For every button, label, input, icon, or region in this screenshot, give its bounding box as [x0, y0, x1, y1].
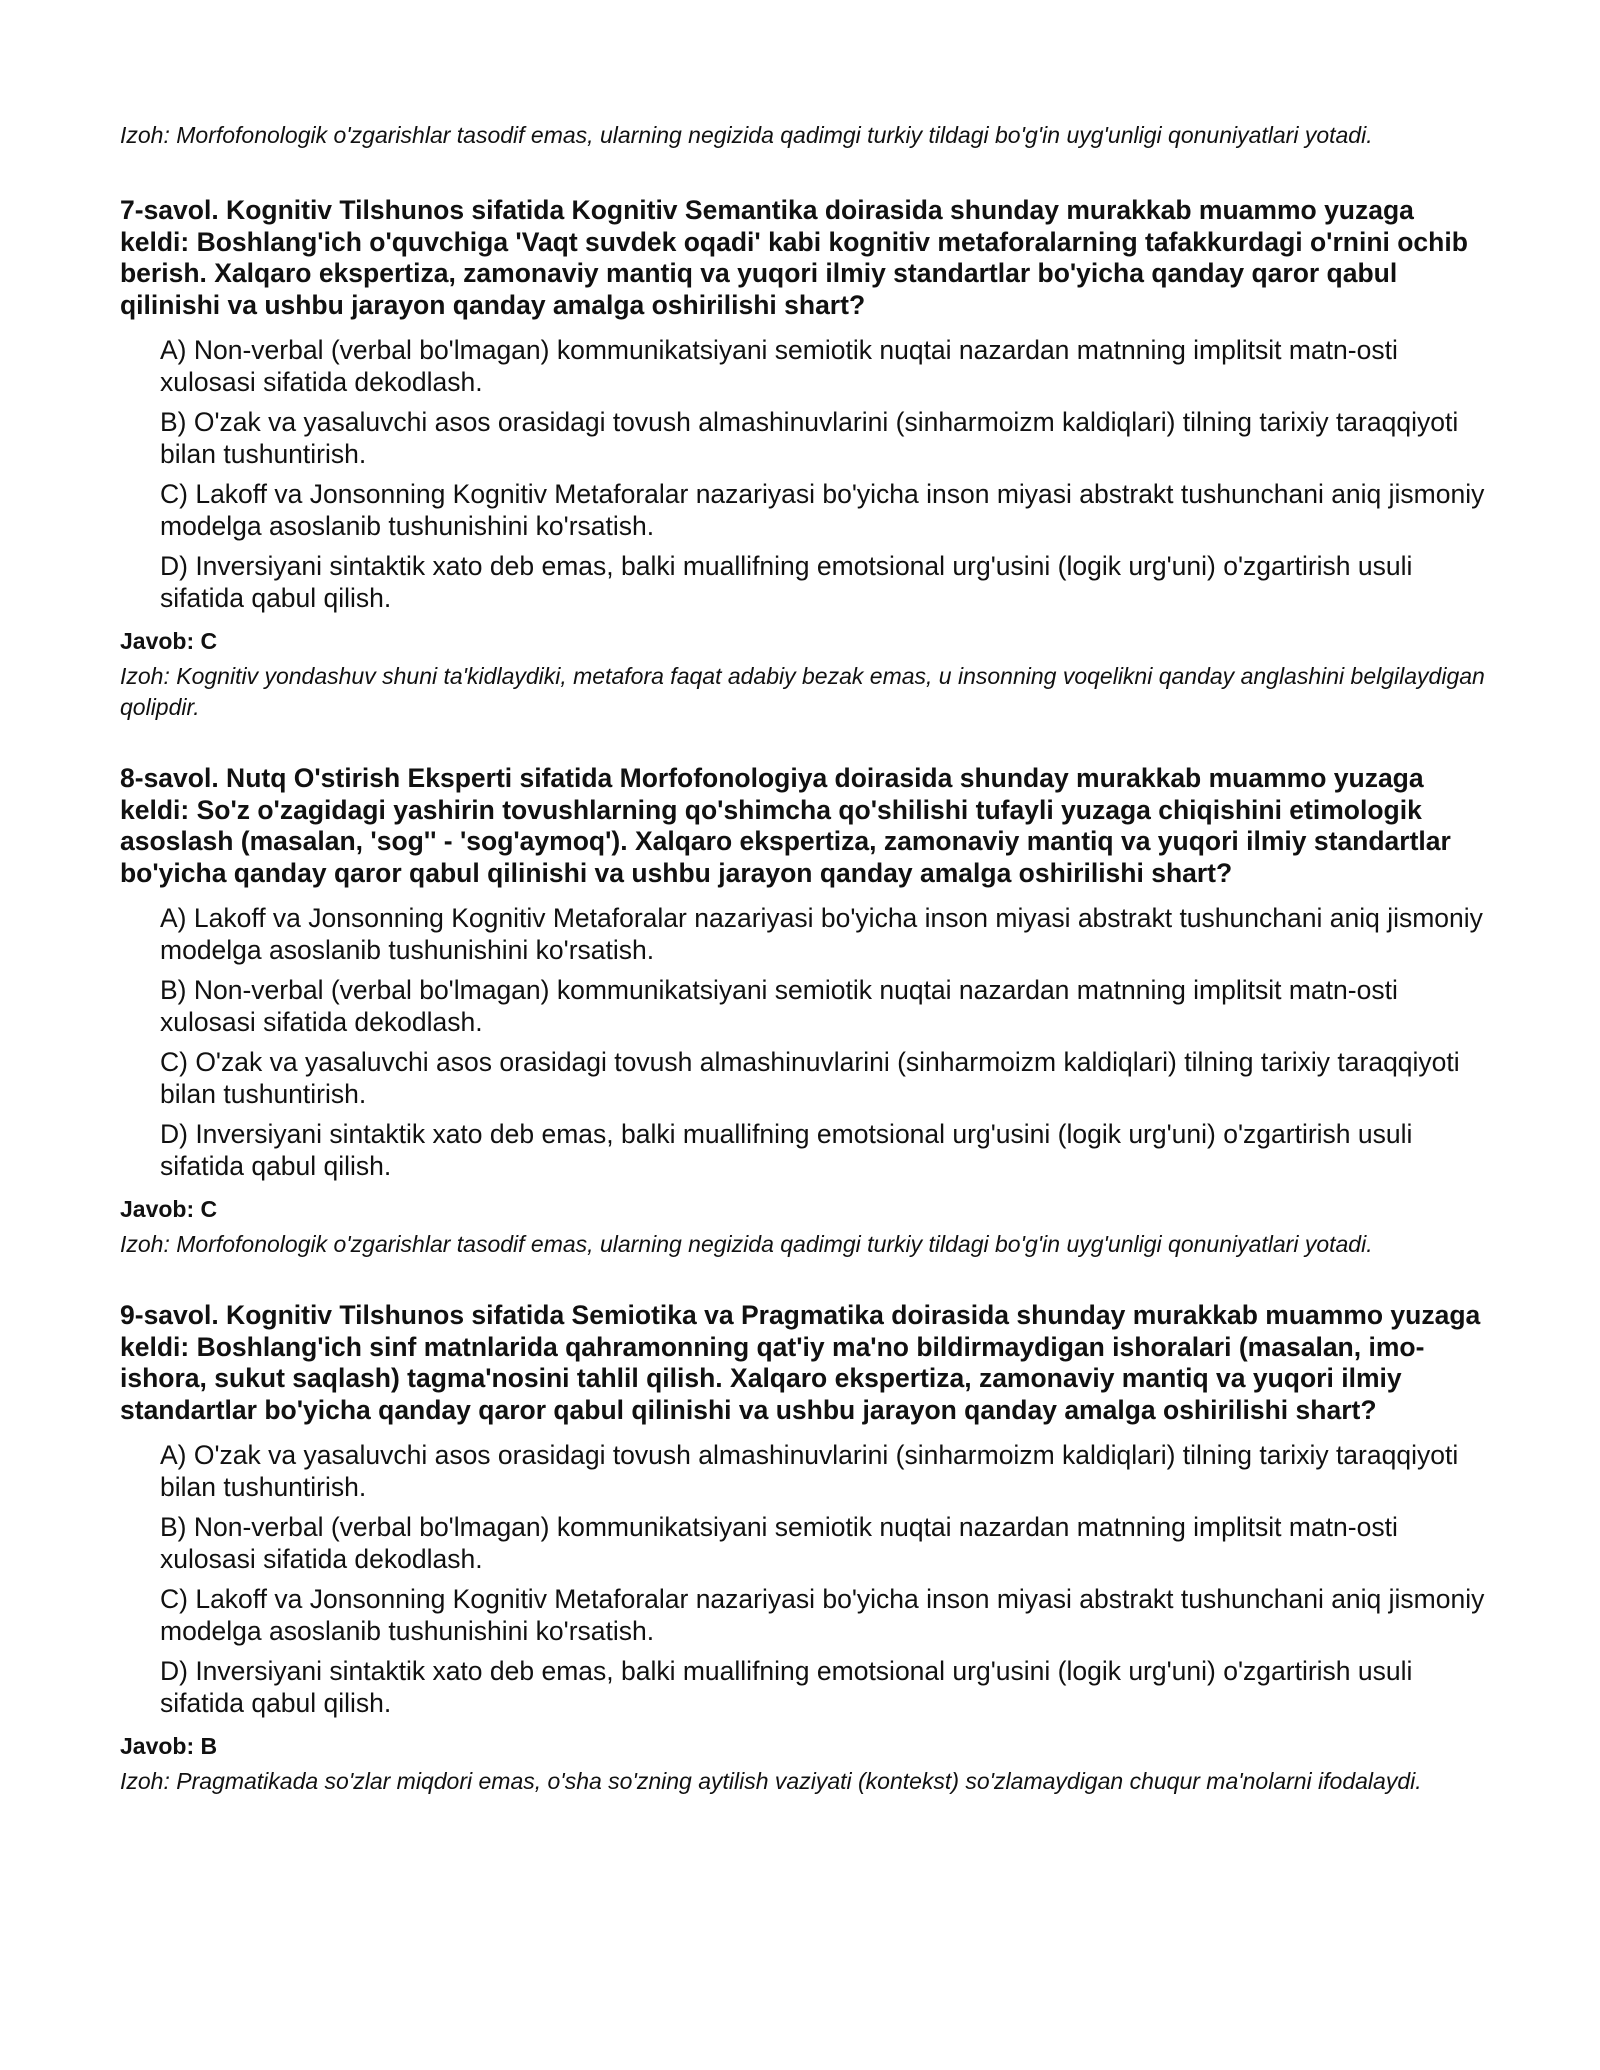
- option-c: C) O'zak va yasaluvchi asos orasidagi tovush almashinuvlarini (sinharmoizm kaldiqlari) tilning tarixiy taraqqiyoti bilan tushuntirish.: [160, 1047, 1460, 1109]
- option-b: B) O'zak va yasaluvchi asos orasidagi tovush almashinuvlarini (sinharmoizm kaldiqlari) tilning tarixiy taraqqiyoti bilan tushuntirish.: [160, 407, 1459, 469]
- document-page: [120, 120, 1490, 1837]
- answer-options: [120, 903, 1490, 1182]
- answer-options: [120, 1440, 1490, 1719]
- option-a: A) Lakoff va Jonsonning Kognitiv Metaforalar nazariyasi bo'yicha inson miyasi abstrakt tushunchani aniq jismoniy modelga asoslanib tushunishini ko'rsatish.: [160, 903, 1483, 965]
- option-b: B) Non-verbal (verbal bo'lmagan) kommunikatsiyani semiotik nuqtai nazardan matnning implitsit matn-osti xulosasi sifatida dekodlash.: [160, 1512, 1398, 1574]
- question-text: 7-savol. Kognitiv Tilshunos sifatida Kognitiv Semantika doirasida shunday murakkab muammo yuzaga keldi: Boshlang'ich o'quvchiga 'Vaqt suvdek oqadi' kabi kognitiv metaforalarning tafakkurdagi o'rnini ochib berish. Xalqaro ekspertiza, zamonaviy mantiq va yuqori ilmiy standartlar bo'yicha qanday qaror qabul qilinishi va ushbu jarayon qanday amalga oshirilishi shart?: [120, 195, 1468, 320]
- explanation-note: Izoh: Morfofonologik o'zgarishlar tasodif emas, ularning negizida qadimgi turkiy tildagi bo'g'in uyg'unligi qonuniyatlari yotadi.: [120, 1231, 1373, 1257]
- question-block: [120, 1300, 1490, 1797]
- question-text: 8-savol. Nutq O'stirish Eksperti sifatida Morfofonologiya doirasida shunday murakkab muammo yuzaga keldi: So'z o'zagidagi yashirin tovushlarning qo'shimcha qo'shilishi tufayli yuzaga chiqishini etimologik asoslash (masalan, 'sog'' - 'sog'aymoq'). Xalqaro ekspertiza, zamonaviy mantiq va yuqori ilmiy standartlar bo'yicha qanday qaror qabul qilinishi va ushbu jarayon qanday amalga oshirilishi shart?: [120, 763, 1451, 888]
- explanation-note: Izoh: Kognitiv yondashuv shuni ta'kidlaydiki, metafora faqat adabiy bezak emas, u insonning voqelikni qanday anglashini belgilaydigan qolipdir.: [120, 663, 1485, 720]
- option-a: A) O'zak va yasaluvchi asos orasidagi tovush almashinuvlarini (sinharmoizm kaldiqlari) tilning tarixiy taraqqiyoti bilan tushuntirish.: [160, 1440, 1459, 1502]
- explanation-note: Izoh: Pragmatikada so'zlar miqdori emas, o'sha so'zning aytilish vaziyati (kontekst) so'zlamaydigan chuqur ma'nolarni ifodalaydi.: [120, 1768, 1422, 1794]
- option-c: C) Lakoff va Jonsonning Kognitiv Metaforalar nazariyasi bo'yicha inson miyasi abstrakt tushunchani aniq jismoniy modelga asoslanib tushunishini ko'rsatish.: [160, 1584, 1485, 1646]
- answer-key: Javob: C: [120, 628, 218, 654]
- option-d: D) Inversiyani sintaktik xato deb emas, balki muallifning emotsional urg'usini (logik urg'uni) o'zgartirish usuli sifatida qabul qilish.: [160, 551, 1413, 613]
- question-block: [120, 763, 1490, 1260]
- explanation-note: Izoh: Morfofonologik o'zgarishlar tasodif emas, ularning negizida qadimgi turkiy tildagi bo'g'in uyg'unligi qonuniyatlari yotadi.: [120, 122, 1373, 148]
- option-a: A) Non-verbal (verbal bo'lmagan) kommunikatsiyani semiotik nuqtai nazardan matnning implitsit matn-osti xulosasi sifatida dekodlash.: [160, 335, 1398, 397]
- option-c: C) Lakoff va Jonsonning Kognitiv Metaforalar nazariyasi bo'yicha inson miyasi abstrakt tushunchani aniq jismoniy modelga asoslanib tushunishini ko'rsatish.: [160, 479, 1485, 541]
- option-b: B) Non-verbal (verbal bo'lmagan) kommunikatsiyani semiotik nuqtai nazardan matnning implitsit matn-osti xulosasi sifatida dekodlash.: [160, 975, 1398, 1037]
- answer-key: Javob: C: [120, 1196, 218, 1222]
- question-text: 9-savol. Kognitiv Tilshunos sifatida Semiotika va Pragmatika doirasida shunday murakkab muammo yuzaga keldi: Boshlang'ich sinf matnlarida qahramonning qat'iy ma'no bildirmaydigan ishoralari (masalan, imo-ishora, sukut saqlash) tagma'nosini tahlil qilish. Xalqaro ekspertiza, zamonaviy mantiq va yuqori ilmiy standartlar bo'yicha qanday qaror qabul qilinishi va ushbu jarayon qanday amalga oshirilishi shart?: [120, 1300, 1481, 1425]
- answer-options: [120, 335, 1490, 614]
- answer-key: Javob: B: [120, 1733, 218, 1759]
- question-block: [120, 195, 1490, 723]
- option-d: D) Inversiyani sintaktik xato deb emas, balki muallifning emotsional urg'usini (logik urg'uni) o'zgartirish usuli sifatida qabul qilish.: [160, 1656, 1413, 1718]
- option-d: D) Inversiyani sintaktik xato deb emas, balki muallifning emotsional urg'usini (logik urg'uni) o'zgartirish usuli sifatida qabul qilish.: [160, 1119, 1413, 1181]
